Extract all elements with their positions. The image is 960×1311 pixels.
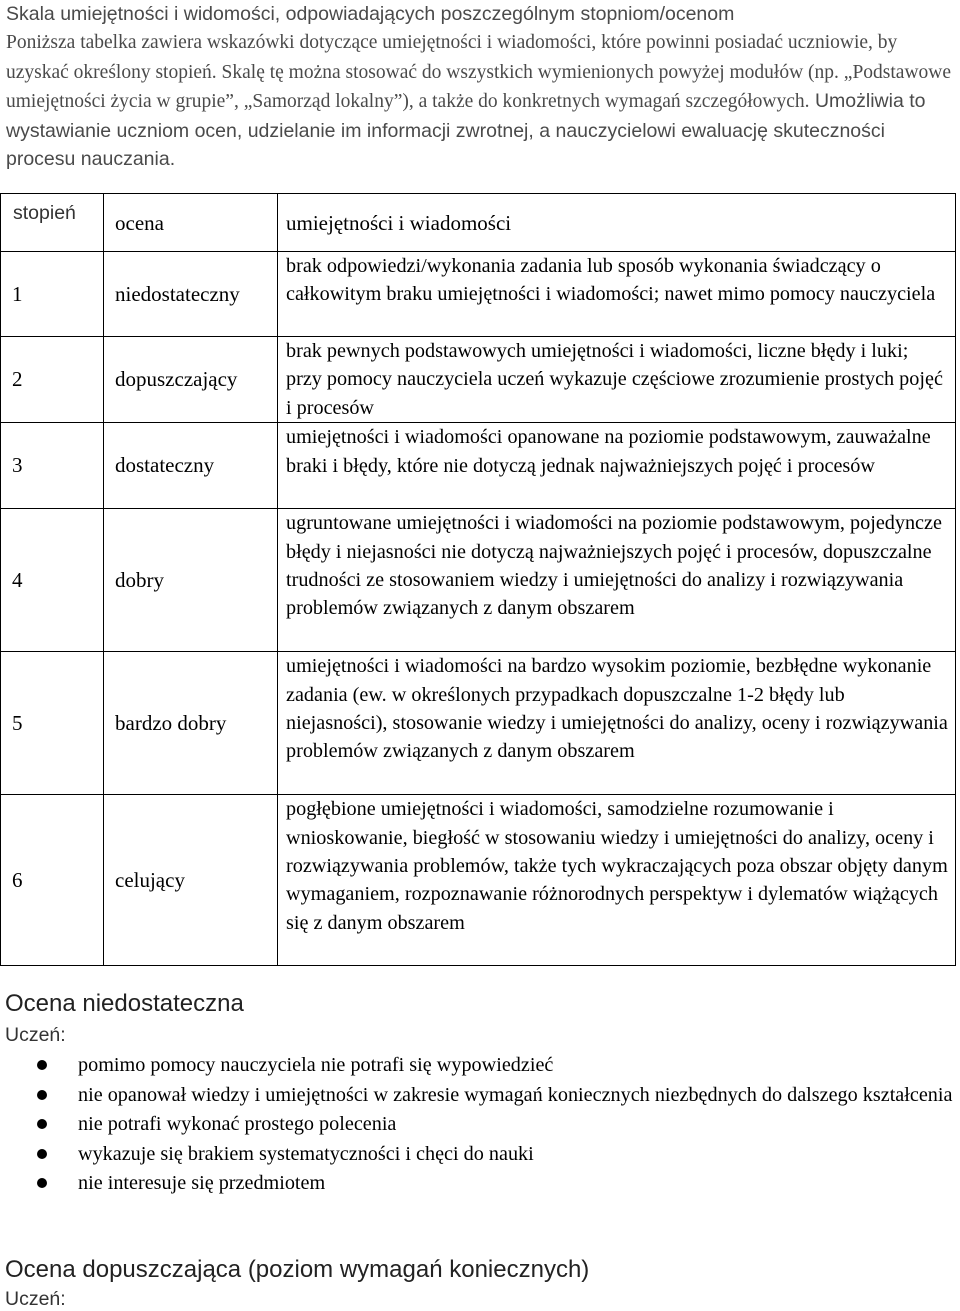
table-row — [1, 795, 956, 966]
row-grade-description: umiejętności i wiadomości opanowane na poziomie podstawowym, zauważalne braki i błędy, które nie dotyczą jednak najważniejszych pojęć i procesów — [278, 423, 956, 509]
row-grade-number: 1 — [1, 252, 104, 337]
intro-block — [6, 0, 954, 173]
row-grade-description: ugruntowane umiejętności i wiadomości na poziomie podstawowym, pojedyncze błędy i niejasności nie dotyczą najważniejszych pojęć i procesów, dopuszczalne trudności ze stosowaniem wiedzy i umiejętności do analizy i rozwiązywania problemów związanych z danym obszarem — [278, 509, 956, 652]
bullet-icon — [37, 1149, 47, 1159]
list-item: nie interesuje się przedmiotem — [0, 1169, 958, 1199]
list-item: nie opanował wiedzy i umiejętności w zakresie wymagań koniecznych niezbędnych do dalszego kształcenia — [0, 1081, 958, 1111]
row-grade-description: umiejętności i wiadomości na bardzo wysokim poziomie, bezbłędne wykonanie zadania (ew. w określonych przypadkach dopuszczalne 1-2 błędy lub niejasności), stosowanie wiedzy i umiejętności do analizy, oceny i rozwiązywania problemów związanych z danym obszarem — [278, 652, 956, 795]
intro-heading: Skala umiejętności i widomości, odpowiadających poszczególnym stopniom/ocenom — [6, 3, 735, 25]
bullet-icon — [37, 1119, 47, 1129]
bullet-icon — [37, 1090, 47, 1100]
intro-text-part1: Poniższa tabelka zawiera wskazówki dotyczące umiejętności i wiadomości, które powinni posiadać uczniowie, by uzyskać określony stopień. Skalę tę można stosować do wszystkich wymienionych powyżej modułów (np. „Podstawowe umiejętności życia w grupie”, „Samorząd lokalny”), a także do konkretnych wymagań szczegółowych. — [6, 32, 952, 113]
header-cell-ocena: ocena — [104, 194, 278, 252]
row-grade-name: dostateczny — [104, 423, 278, 509]
list-item: wykazuje się brakiem systematyczności i chęci do nauki — [0, 1140, 958, 1170]
requirements-list — [0, 1051, 958, 1199]
section-student-label: Uczeń: — [5, 1288, 66, 1310]
row-grade-description: brak odpowiedzi/wykonania zadania lub sposób wykonania świadczący o całkowitym braku umiejętności i wiadomości; nawet mimo pomocy nauczyciela — [278, 252, 956, 337]
list-item: pomimo pomocy nauczyciela nie potrafi się wypowiedzieć — [0, 1051, 958, 1081]
row-grade-description: pogłębione umiejętności i wiadomości, samodzielne rozumowanie i wnioskowanie, biegłość w stosowaniu wiedzy i umiejętności do analizy, oceny i rozwiązywania problemów, także tych wykraczających poza obszar objęty danym wymaganiem, rozpoznawanie różnorodnych perspektyw i dylematów wiążących się z danym obszarem — [278, 795, 956, 966]
table-row — [1, 337, 956, 423]
header-cell-skills: umiejętności i wiadomości — [278, 194, 956, 252]
row-grade-name: dobry — [104, 509, 278, 652]
bullet-icon — [37, 1178, 47, 1188]
row-grade-number: 5 — [1, 652, 104, 795]
table-row — [1, 252, 956, 337]
row-grade-name: celujący — [104, 795, 278, 966]
section-title-niedostateczna: Ocena niedostateczna — [5, 990, 244, 1017]
row-grade-name: bardzo dobry — [104, 652, 278, 795]
section-student-label: Uczeń: — [5, 1024, 66, 1046]
header-cell-stopien: stopień — [1, 194, 104, 252]
section-title-dopuszczajaca: Ocena dopuszczająca (poziom wymagań koniecznych) — [5, 1256, 590, 1283]
bullet-icon — [37, 1060, 47, 1070]
table-row — [1, 652, 956, 795]
table-row — [1, 423, 956, 509]
row-grade-number: 6 — [1, 795, 104, 966]
row-grade-number: 2 — [1, 337, 104, 423]
row-grade-name: niedostateczny — [104, 252, 278, 337]
list-item: nie potrafi wykonać prostego polecenia — [0, 1110, 958, 1140]
row-grade-name: dopuszczający — [104, 337, 278, 423]
table-header-row — [1, 194, 956, 252]
grades-table — [0, 193, 956, 966]
intro-text-part2: Umożliwia to wystawianie uczniom ocen, udzielanie im informacji zwrotnej, a nauczycielowi ewaluację skuteczności procesu nauczania. — [6, 90, 926, 171]
intro-paragraph — [6, 28, 954, 173]
table-row — [1, 509, 956, 652]
row-grade-description: brak pewnych podstawowych umiejętności i wiadomości, liczne błędy i luki; przy pomocy nauczyciela uczeń wykazuje częściowe zrozumienie prostych pojęć i procesów — [278, 337, 956, 423]
row-grade-number: 3 — [1, 423, 104, 509]
row-grade-number: 4 — [1, 509, 104, 652]
